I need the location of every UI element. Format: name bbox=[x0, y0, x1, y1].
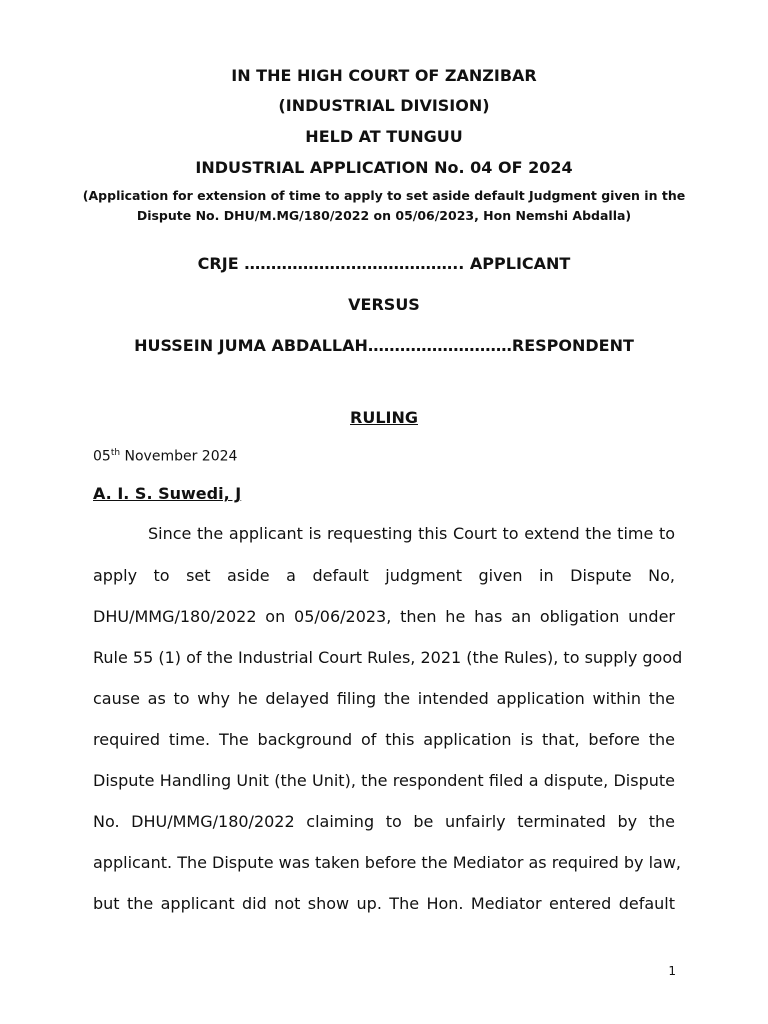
judge-name: A. I. S. Suwedi, J bbox=[93, 484, 242, 503]
body-line: Dispute Handling Unit (the Unit), the respondent filed a dispute, Dispute bbox=[93, 771, 675, 790]
body-line: DHU/MMG/180/2022 on 05/06/2023, then he has an obligation under bbox=[93, 607, 675, 626]
body-line: required time. The background of this application is that, before the bbox=[93, 730, 675, 749]
body-line: Since the applicant is requesting this Court to extend the time to bbox=[148, 524, 675, 543]
subtitle-line-1: (Application for extension of time to apply to set aside default Judgment given in the bbox=[82, 188, 686, 203]
body-line: cause as to why he delayed filing the intended application within the bbox=[93, 689, 675, 708]
page-number: 1 bbox=[668, 964, 676, 978]
date-rest: November 2024 bbox=[120, 448, 238, 465]
body-line: applicant. The Dispute was taken before the Mediator as required by law, bbox=[93, 853, 681, 872]
body-line: apply to set aside a default judgment given in Dispute No, bbox=[93, 566, 675, 585]
court-name: IN THE HIGH COURT OF ZANZIBAR bbox=[231, 66, 537, 85]
applicant-line: CRJE ………………………………….. APPLICANT bbox=[197, 254, 571, 273]
versus: VERSUS bbox=[348, 295, 420, 314]
ruling-date bbox=[93, 448, 237, 465]
date-suffix: th bbox=[110, 448, 121, 458]
body-line: No. DHU/MMG/180/2022 claiming to be unfairly terminated by the bbox=[93, 812, 675, 831]
application-number: INDUSTRIAL APPLICATION No. 04 OF 2024 bbox=[195, 158, 573, 177]
subtitle-line-2: Dispute No. DHU/M.MG/180/2022 on 05/06/2023, Hon Nemshi Abdalla) bbox=[136, 208, 632, 223]
ruling-title: RULING bbox=[350, 408, 418, 427]
date-day: 05 bbox=[93, 448, 111, 465]
body-line: but the applicant did not show up. The Hon. Mediator entered default bbox=[93, 894, 675, 913]
respondent-line: HUSSEIN JUMA ABDALLAH………………………RESPONDENT bbox=[134, 336, 634, 355]
application-subtitle bbox=[74, 186, 694, 226]
venue: HELD AT TUNGUU bbox=[305, 127, 463, 146]
division: (INDUSTRIAL DIVISION) bbox=[278, 96, 490, 115]
body-line: Rule 55 (1) of the Industrial Court Rules, 2021 (the Rules), to supply good bbox=[93, 648, 683, 667]
